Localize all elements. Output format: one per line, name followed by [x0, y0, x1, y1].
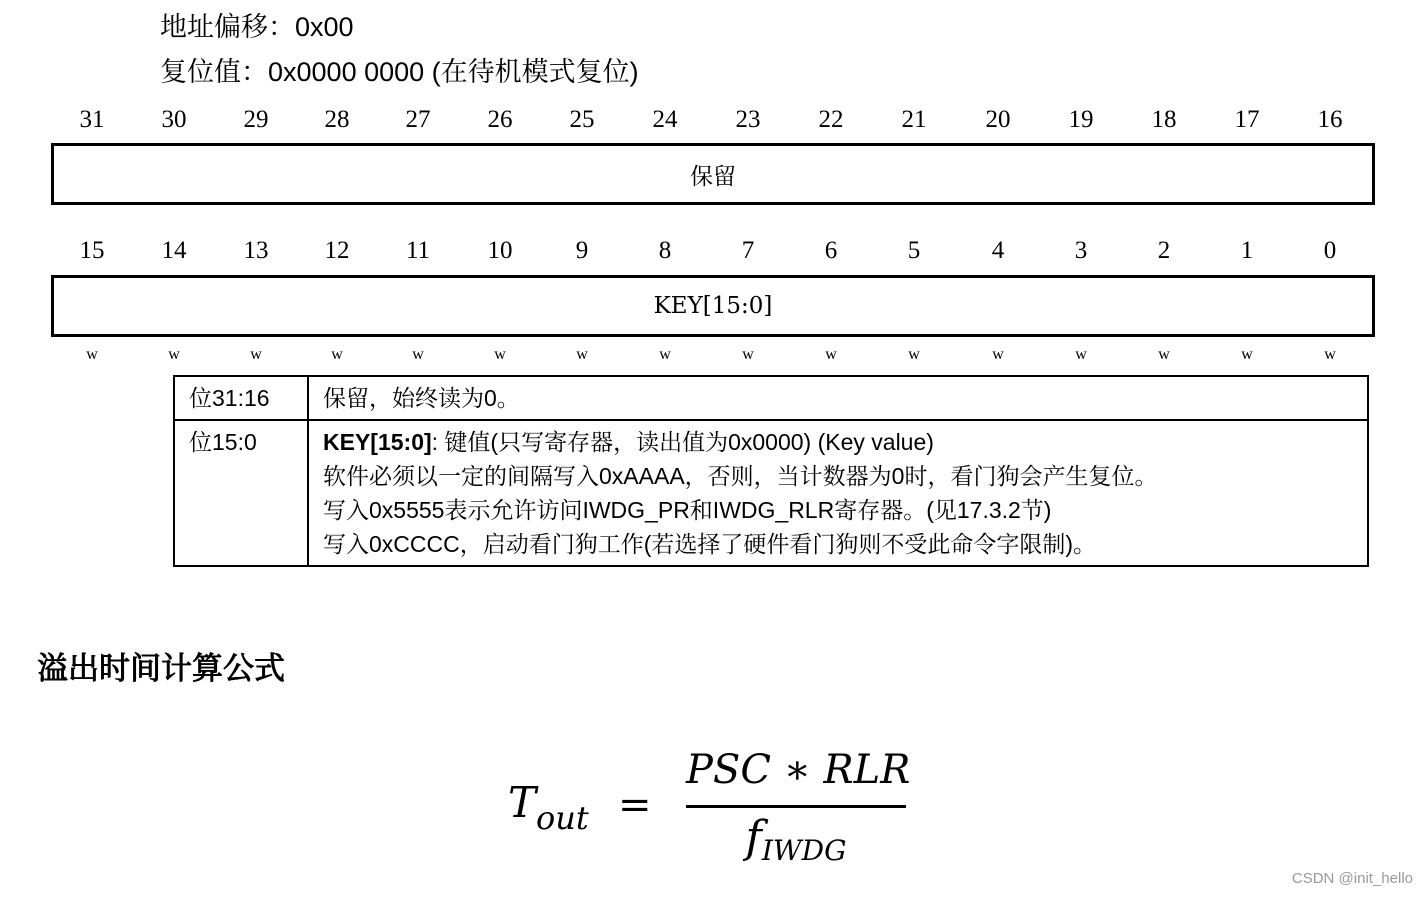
key-field-label: KEY[15:0] — [653, 293, 773, 319]
bit-number: 26 — [487, 106, 513, 133]
bit-number: 21 — [901, 106, 927, 133]
bit-number: 2 — [1157, 237, 1171, 264]
upper-bit-numbers — [51, 105, 1373, 135]
access-type: w — [1324, 346, 1336, 363]
description-line: 写入0x5555表示允许访问IWDG_PR和IWDG_RLR寄存器。(见17.3.2节) — [323, 497, 1052, 523]
access-type: w — [825, 346, 837, 363]
bit-number: 6 — [824, 237, 838, 264]
formula-denominator-main: f — [745, 812, 762, 863]
description-cell — [308, 420, 1368, 566]
bit-number: 24 — [652, 106, 678, 133]
formula-equals: = — [618, 782, 652, 828]
bit-number: 8 — [658, 237, 672, 264]
bit-number: 1 — [1240, 237, 1254, 264]
watermark: CSDN @init_hello — [1291, 870, 1413, 887]
access-type: w — [1075, 346, 1087, 363]
lower-bit-numbers — [51, 236, 1373, 266]
reset-value: 复位值：0x0000 0000 (在待机模式复位) — [160, 57, 639, 87]
access-type: w — [908, 346, 920, 363]
bit-range-cell: 位15:0 — [174, 420, 308, 566]
fraction-bar — [686, 805, 906, 808]
formula-lhs — [508, 778, 589, 843]
section-title: 溢出时间计算公式 — [37, 651, 285, 686]
bit-number: 13 — [243, 237, 269, 264]
reserved-field — [51, 143, 1375, 205]
bit-number: 3 — [1074, 237, 1088, 264]
bit-number: 25 — [569, 106, 595, 133]
bit-number: 18 — [1151, 106, 1177, 133]
table-row — [174, 376, 1368, 420]
access-type: w — [992, 346, 1004, 363]
access-type: w — [331, 346, 343, 363]
bit-number: 17 — [1234, 106, 1260, 133]
access-type: w — [168, 346, 180, 363]
bit-number: 11 — [405, 237, 431, 264]
reserved-field-label: 保留 — [690, 163, 736, 190]
formula-numerator: PSC ∗ RLR — [686, 747, 911, 793]
access-type: w — [250, 346, 262, 363]
bit-number: 4 — [991, 237, 1005, 264]
formula-denominator — [686, 810, 906, 879]
bit-number: 27 — [405, 106, 431, 133]
bit-number: 12 — [324, 237, 350, 264]
bit-number: 0 — [1323, 237, 1337, 264]
access-type: w — [1158, 346, 1170, 363]
description-line: 软件必须以一定的间隔写入0xAAAA，否则，当计数器为0时，看门狗会产生复位。 — [323, 463, 1158, 489]
bit-number: 30 — [161, 106, 187, 133]
formula-lhs-main: T — [508, 778, 537, 827]
bit-number: 23 — [735, 106, 761, 133]
bit-number: 14 — [161, 237, 187, 264]
bit-number: 19 — [1068, 106, 1094, 133]
access-type: w — [494, 346, 506, 363]
key-description: : 键值(只写寄存器，读出值为0x0000) (Key value) — [431, 429, 934, 455]
bit-number: 28 — [324, 106, 350, 133]
table-row — [174, 420, 1368, 566]
access-type: w — [86, 346, 98, 363]
bit-range-cell: 位31:16 — [174, 376, 308, 420]
description-cell: 保留，始终读为0。 — [308, 376, 1368, 420]
access-type: w — [576, 346, 588, 363]
description-line: 写入0xCCCC，启动看门狗工作(若选择了硬件看门狗则不受此命令字限制)。 — [323, 531, 1097, 557]
key-label: KEY[15:0] — [323, 429, 432, 455]
access-type: w — [1241, 346, 1253, 363]
access-type: w — [742, 346, 754, 363]
access-row — [51, 345, 1373, 365]
access-type: w — [659, 346, 671, 363]
address-offset: 地址偏移：0x00 — [160, 12, 354, 42]
key-field — [51, 275, 1375, 337]
bit-number: 9 — [575, 237, 589, 264]
bit-number: 15 — [79, 237, 105, 264]
bit-number: 10 — [487, 237, 513, 264]
formula-lhs-sub: out — [536, 799, 589, 837]
bit-number: 31 — [79, 106, 105, 133]
access-type: w — [412, 346, 424, 363]
bit-number: 7 — [741, 237, 755, 264]
bit-number: 5 — [907, 237, 921, 264]
description-line — [323, 425, 1353, 459]
bit-number: 29 — [243, 106, 269, 133]
bit-number: 20 — [985, 106, 1011, 133]
bit-number: 16 — [1317, 106, 1343, 133]
bit-description-table — [173, 375, 1369, 567]
bit-number: 22 — [818, 106, 844, 133]
formula-denominator-sub: IWDG — [761, 834, 847, 867]
